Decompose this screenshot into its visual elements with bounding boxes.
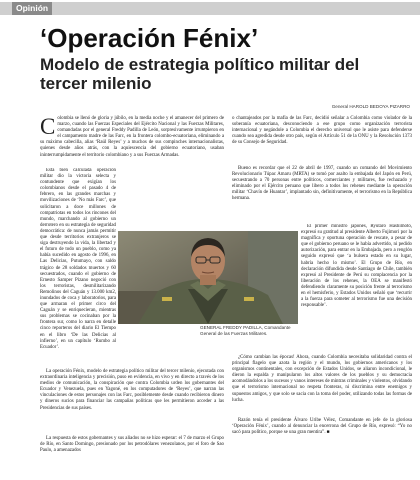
body-paragraph-fenix: La operación Fénix, modelo de estrategia político militar del tercer milenio, ejecutada con extraordinaria inteligencia y precisión, puso en evidencia, en vivo y en directo a través de los medios de comunicación, la conspiración que contra Colombia urden los gobernantes del Ecuador y Venezuela, pues en Yagoné, en los computadores de ‘Reyes’, que narran las vinculaciones de estos personajes con las Farc, posiblemente desde cuando recibieron dinero y dineros sucios para financiar las campañas políticas que les permitieron acceder a las Presidencias de sus países. — [40, 369, 224, 411]
article-author: General HAROLD BEDOYA PIZARRO — [331, 104, 410, 109]
right-paragraph-uribe: Razón tenía el presidente Álvaro Uribe Vélez, Comandante en jefe de la gloriosa ‘Operación Fénix’, cuando al denunciar la encerrona del Grupo de Río, expresó: “Yo no sacó para político, porque se una gran mentira”. ■ — [232, 418, 412, 436]
body-paragraph-narrow: Esta bien calculada operación militar dio la victoria selecta y contundente que exigían los colombianos desde el pasado 4 de febrero, en las grandes marchas y movilizaciones de ‘No más Farc’, que solicitaron a doce millones de compatriotas en todos los rincones del mundo, marchando al gobierno un derrotero en su estrategia de seguridad democrática: de nunca jamás permitir que desde territorios extranjeros se siga destruyendo la vida, la libertad y el futuro de todo un pueblo, como ya había sucedido en agosto de 1996, en Las Delicias, Putumayo, con saldo trágico de 28 soldados muertos y 60 secuestrados, cuando el gobierno de Ernesto Samper Pizano negoció con los terroristas, desmilitarizando Remolinos del Caguán y 13.000 km2, inundados de coca y laboratorios, para que armaran el primer circo del Caguán y se enriquecieran, mientras sus problemas se cocinaban por la frontera sur, como lo narra en detalle cinco reporteros del diario El Tiempo en el libro ‘De las Delicias al infierno’, en un capítulo ‘Rumbo al Ecuador’. — [40, 168, 116, 350]
section-bar — [0, 2, 420, 15]
general-photo — [118, 231, 298, 324]
right-paragraph-japan: El primer ministro japonés, Ryutaro Hashimoto, expresó su gratitud al presidente Alberto Fujimori por la magnífica y oportuna operación de rescate, a pesar de que el gobierno peruano se le había advertido, ni pedido autorización, para entrar en la Embajada, pero a renglón seguido expresó que ‘a bulsera estado en su lugar, habría hecho lo mismo’. El Grupo de Río, en declaración difundida desde Santiago de Chile, también expresó al Presidente de Perú su complacencia por la liberación de los rehenes, la OEA se manifestó defendiendo claramente su posición frente al terrorismo en el hemisferio, y Estados Unidos señaló que ‘recurrir a la fuerza para someter al terrorismo fue una decisión responsable’. — [301, 224, 412, 309]
section-label: Opinión — [12, 2, 52, 15]
right-paragraph-epochs: ¿Cómo cambian las épocas! Ahora, cuando Colombia necesitaba solidaridad contra el principal flagelo que azota la región y el mundo, los gobiernos americanos y los organismos continentales, con excepción de Estados Unidos, se aliaron incondicional, le dieron la espalda y manipularon los altos valores de los pueblos y su democracia acomodándolos a los sucesos y vanos intereses de mintras criminales y violentos, olvidando que el terrorismo internacional no respeta fronteras, ni discrimina entre enemigos y supuestos amigos, y que solo se sacia con la toma del poder, utilizando todas las formas de lucha. — [232, 355, 412, 403]
photo-caption: GENERAL FREDDY PADILLA, Comandante General de las Fuerzas Militares. — [200, 324, 298, 336]
right-paragraph-top: o chantajeados por la mafia de las Farc, decidió señalar a Colombia como violador de la soberanía ecuatoriana, desconociendo a ese grupo como organización terrorista internacional y negándole a Colombia el derecho universal que le asiste para defenderse cuando sea agredida desde otro país, según el Artículo 51 de la ONU y la Resolución 1373 de su Consejo de Seguridad. — [232, 116, 412, 146]
body-paragraph-response: La respuesta de estos gobernantes y sus aliados no se hizo esperar: el 7 de marzo el Grupo de Río, en Santo Domingo, presionado por los petrodólares venezolanos, por el foro de Sao Paulo, a amenazados — [40, 436, 224, 454]
intro-paragraph — [40, 116, 224, 159]
intro-text: olombia se llenó de gloria y júbilo, en la media noche y el amanecer del primero de marzo, cuando las Fuerzas Especiales del Ejército Nacional y las Fuerzas Militares, comandadas por el general Freddy Padilla de León, sorpresivamente irrumpieron en el campamento madre de las Farc, en la frontera colombo-ecuatoriana, eliminando a su máximo cabecilla, alias ‘Raúl Reyes’ y a muchos de sus compinches internacionalistas, quienes desde años atrás, con la aquiescencia del gobierno ecuatoriano, usaban ininterrumpidamente el territorio colombiano y a sus Fuerzas Armadas. — [40, 116, 224, 158]
drop-cap: C — [40, 114, 56, 139]
article-subtitle: Modelo de estrategia político militar del tercer milenio — [40, 55, 360, 93]
article-title: ‘Operación Fénix’ — [40, 23, 259, 53]
right-paragraph-peru: Bueno es recordar que el 22 de abril de 1997, cuando un comando del Movimiento Revolucionario Túpac Amaru (MRTA) se tomó por asalto la embajada del Japón en Perú, secuestrando a 70 personas entre políticos, comerciantes y militares, fue rechazado y eliminado por el Ejército peruano que libero a todos los rehenes mediante la operación militar ‘Chavín de Huantar’, implantado sin, definitivamente, el terrorismo en la República hermana. — [232, 166, 412, 202]
general-photo-image — [118, 231, 298, 324]
